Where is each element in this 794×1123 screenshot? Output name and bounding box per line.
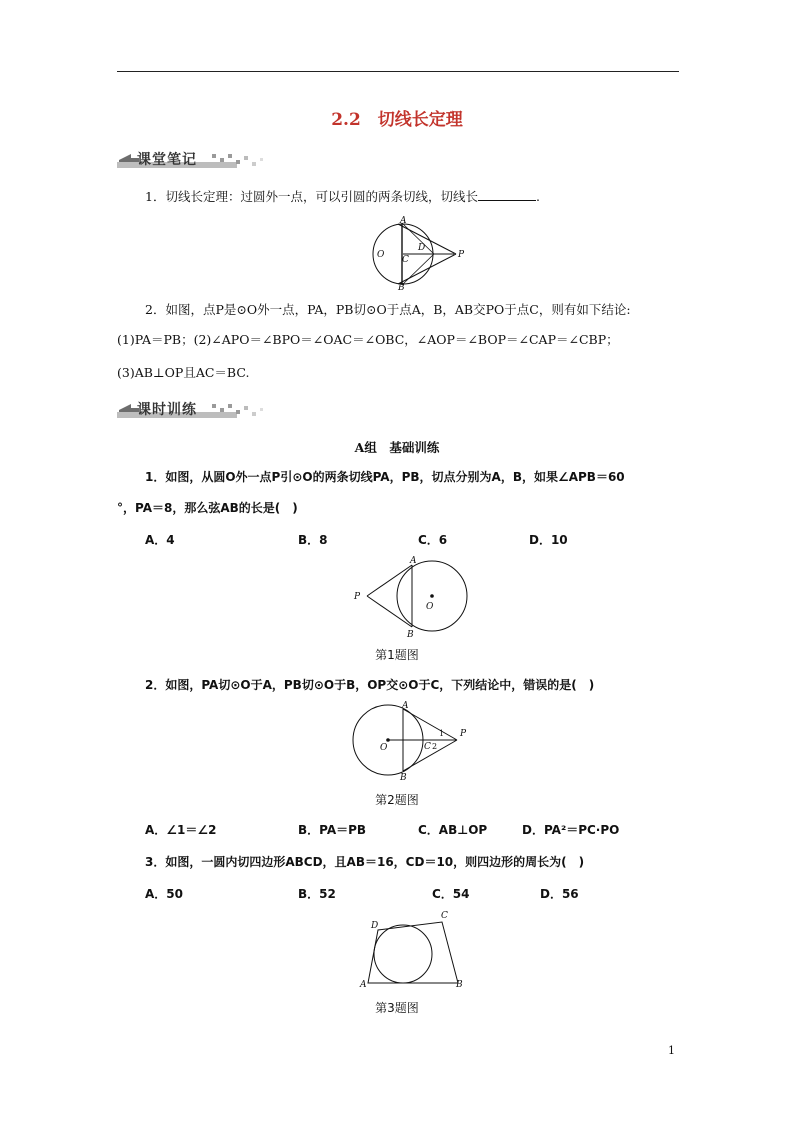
question-3-option-d[interactable]: D．56: [540, 887, 579, 901]
figure-question-1: [350, 553, 472, 641]
question-2-option-a[interactable]: A．∠1＝∠2: [145, 823, 217, 837]
question-1-text: 1．如图，从圆O外一点P引⊙O的两条切线PA，PB，切点分别为A，B，如果∠APB＝60: [145, 470, 625, 484]
fig3-label: B: [456, 980, 463, 990]
question-3-option-a[interactable]: A．50: [145, 887, 183, 901]
fig2-label: A: [402, 701, 409, 711]
figure-caption: 第3题图: [375, 1001, 419, 1015]
fig0-label: D: [418, 243, 426, 253]
fig0-label: P: [458, 250, 465, 260]
figure-question-2: [320, 698, 480, 784]
figure-question-3: [355, 908, 465, 990]
note-item-2: 2．如图，点P是⊙O外一点，PA，PB切⊙O于点A，B，AB交PO于点C，则有如下结论:: [145, 302, 631, 317]
fig1-label: A: [410, 556, 417, 566]
fig3-label: C: [441, 911, 448, 921]
question-3-text: 3．如图，一圆内切四边形ABCD，且AB＝16，CD＝10，则四边形的周长为( ): [145, 855, 585, 869]
fig2-label: B: [400, 773, 407, 783]
note-item-1: [145, 188, 540, 206]
question-2-option-c[interactable]: C．AB⊥OP: [418, 823, 488, 837]
answer-blank[interactable]: [478, 188, 536, 201]
note-item-1-end: .: [535, 189, 540, 204]
fig2-label: O: [380, 743, 388, 753]
fig1-label: P: [354, 592, 361, 602]
question-1-option-b[interactable]: B．8: [298, 533, 328, 547]
figure-caption: 第2题图: [375, 793, 419, 807]
fig3-label: A: [360, 980, 367, 990]
group-title: A组 基础训练: [354, 440, 440, 455]
fig2-label: P: [460, 729, 467, 739]
fig1-label: B: [407, 630, 414, 640]
fig0-label: B: [398, 283, 405, 290]
question-2-option-d[interactable]: D．PA²＝PC·PO: [522, 823, 620, 837]
figure-caption: 第1题图: [375, 648, 419, 662]
fig0-label: C: [402, 255, 409, 265]
figure-tangent-theorem: [370, 214, 470, 290]
question-3-option-c[interactable]: C．54: [432, 887, 470, 901]
section-heading: 课时训练: [137, 402, 197, 418]
note-item-2: (1)PA＝PB；(2)∠APO＝∠BPO＝∠OAC＝∠OBC，∠AOP＝∠BOP＝∠CAP＝∠CBP；: [117, 332, 619, 347]
fig1-label: O: [426, 602, 434, 612]
question-1-text: °，PA＝8，那么弦AB的长是( ): [117, 501, 298, 515]
note-item-2: (3)AB⊥OP且AC＝BC.: [117, 365, 250, 380]
question-2-option-b[interactable]: B．PA＝PB: [298, 823, 367, 837]
section-banner-practice: [117, 400, 267, 420]
question-2-text: 2．如图，PA切⊙O于A，PB切⊙O于B，OP交⊙O于C，下列结论中，错误的是( ): [145, 678, 595, 692]
fig0-label: A: [400, 216, 407, 226]
header-rule: [117, 71, 679, 72]
question-1-option-c[interactable]: C．6: [418, 533, 448, 547]
question-1-option-a[interactable]: A．4: [145, 533, 175, 547]
fig2-label: 1: [439, 729, 445, 738]
page-title: 2.2 切线长定理: [331, 110, 463, 130]
section-heading: 课堂笔记: [137, 152, 197, 168]
section-banner-notes: [117, 150, 267, 170]
page-number: 1: [668, 1044, 675, 1057]
question-3-option-b[interactable]: B．52: [298, 887, 336, 901]
fig2-label: C: [424, 742, 431, 752]
note-item-1-text: 1．切线长定理：过圆外一点，可以引圆的两条切线，切线长: [145, 189, 478, 204]
fig3-label: D: [371, 921, 379, 931]
fig0-label: O: [377, 250, 385, 260]
question-1-option-d[interactable]: D．10: [529, 533, 568, 547]
fig2-label: 2: [432, 742, 438, 751]
